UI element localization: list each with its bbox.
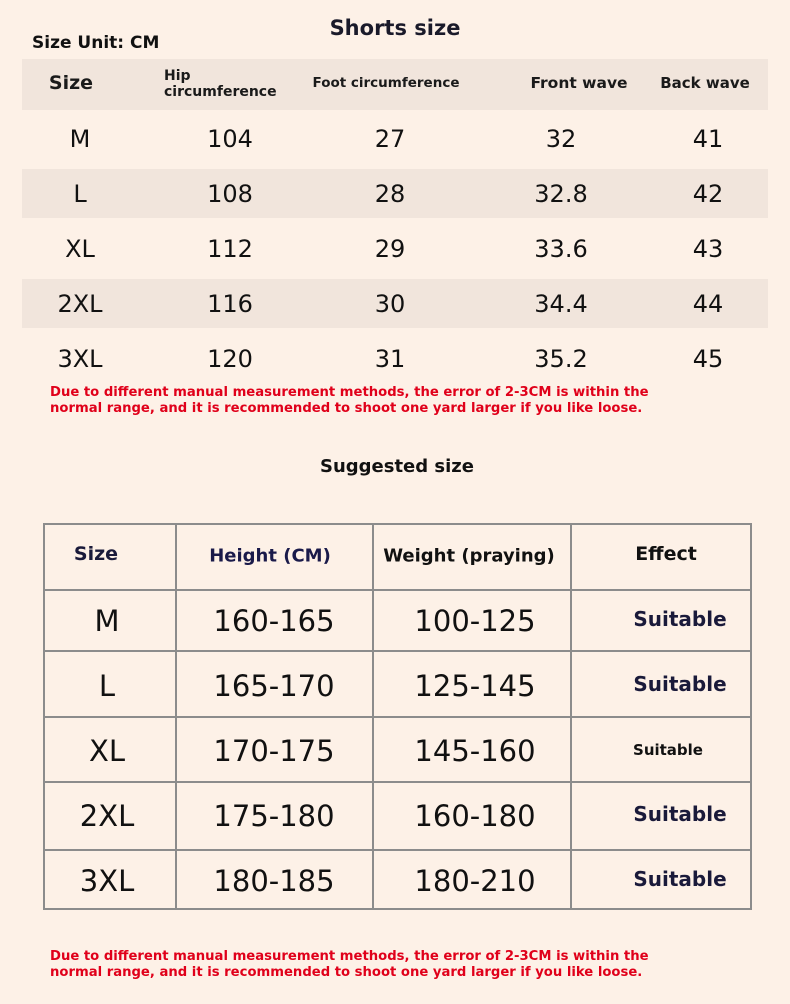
header-effect: Effect bbox=[635, 543, 697, 565]
grid-line bbox=[43, 716, 752, 718]
cell-effect: Suitable bbox=[633, 607, 727, 631]
cell-size: L bbox=[98, 669, 116, 703]
header-front-wave: Front wave bbox=[530, 74, 628, 92]
cell-size: L bbox=[73, 180, 87, 208]
cell-effect: Suitable bbox=[633, 741, 703, 759]
header-back-wave: Back wave bbox=[660, 74, 750, 92]
header-hip-line1: Hip bbox=[164, 68, 191, 84]
grid-line bbox=[43, 650, 752, 652]
grid-line bbox=[43, 523, 752, 525]
header-hip-circumference bbox=[164, 68, 277, 100]
cell-weight: 160-180 bbox=[414, 799, 536, 833]
cell-hip: 116 bbox=[207, 290, 253, 318]
measurement-note bbox=[50, 385, 670, 417]
cell-size: 3XL bbox=[79, 864, 135, 898]
cell-size: 3XL bbox=[57, 345, 103, 373]
header-weight: Weight (praying) bbox=[383, 545, 555, 567]
cell-weight: 125-145 bbox=[414, 669, 536, 703]
cell-front: 32.8 bbox=[534, 180, 588, 208]
cell-weight: 100-125 bbox=[414, 604, 536, 638]
note-line-2: normal range, and it is recommended to shoot one yard larger if you like loose. bbox=[50, 965, 643, 980]
cell-height: 180-185 bbox=[213, 864, 335, 898]
cell-foot: 28 bbox=[374, 180, 406, 208]
grid-line bbox=[43, 781, 752, 783]
cell-size: XL bbox=[65, 235, 95, 263]
cell-height: 170-175 bbox=[213, 734, 335, 768]
cell-height: 165-170 bbox=[213, 669, 335, 703]
cell-front: 34.4 bbox=[534, 290, 588, 318]
header-height: Height (CM) bbox=[209, 545, 331, 567]
cell-back: 41 bbox=[692, 125, 724, 153]
cell-weight: 145-160 bbox=[414, 734, 536, 768]
cell-back: 42 bbox=[692, 180, 724, 208]
cell-size: 2XL bbox=[57, 290, 103, 318]
grid-line bbox=[43, 849, 752, 851]
cell-foot: 27 bbox=[374, 125, 406, 153]
cell-hip: 104 bbox=[207, 125, 253, 153]
cell-size: 2XL bbox=[79, 799, 135, 833]
cell-foot: 29 bbox=[374, 235, 406, 263]
note-line-1: Due to different manual measurement methods, the error of 2-3CM is within the bbox=[50, 385, 649, 400]
cell-hip: 120 bbox=[207, 345, 253, 373]
cell-effect: Suitable bbox=[633, 802, 727, 826]
cell-hip: 112 bbox=[207, 235, 253, 263]
suggested-size-table bbox=[43, 523, 752, 910]
cell-size: M bbox=[94, 604, 120, 638]
note-line-1: Due to different manual measurement methods, the error of 2-3CM is within the bbox=[50, 949, 649, 964]
cell-height: 175-180 bbox=[213, 799, 335, 833]
cell-hip: 108 bbox=[207, 180, 253, 208]
cell-front: 33.6 bbox=[534, 235, 588, 263]
header-foot-circumference: Foot circumference bbox=[312, 75, 460, 91]
cell-back: 44 bbox=[692, 290, 724, 318]
cell-back: 43 bbox=[692, 235, 724, 263]
grid-line bbox=[43, 908, 752, 910]
cell-size: M bbox=[69, 125, 91, 153]
cell-back: 45 bbox=[692, 345, 724, 373]
header-hip-line2: circumference bbox=[164, 84, 277, 100]
cell-foot: 31 bbox=[374, 345, 406, 373]
size-unit-label: Size Unit: CM bbox=[32, 33, 160, 53]
cell-weight: 180-210 bbox=[414, 864, 536, 898]
grid-line bbox=[43, 589, 752, 591]
cell-front: 32 bbox=[545, 125, 577, 153]
cell-foot: 30 bbox=[374, 290, 406, 318]
cell-effect: Suitable bbox=[633, 867, 727, 891]
suggested-size-title: Suggested size bbox=[319, 456, 474, 477]
cell-effect: Suitable bbox=[633, 672, 727, 696]
cell-front: 35.2 bbox=[534, 345, 588, 373]
note-line-2: normal range, and it is recommended to shoot one yard larger if you like loose. bbox=[50, 401, 643, 416]
cell-height: 160-165 bbox=[213, 604, 335, 638]
measurement-note-bottom bbox=[50, 949, 670, 981]
header-size: Size bbox=[73, 543, 119, 565]
header-size: Size bbox=[48, 72, 94, 94]
cell-size: XL bbox=[88, 734, 126, 768]
shorts-size-title: Shorts size bbox=[329, 16, 461, 40]
